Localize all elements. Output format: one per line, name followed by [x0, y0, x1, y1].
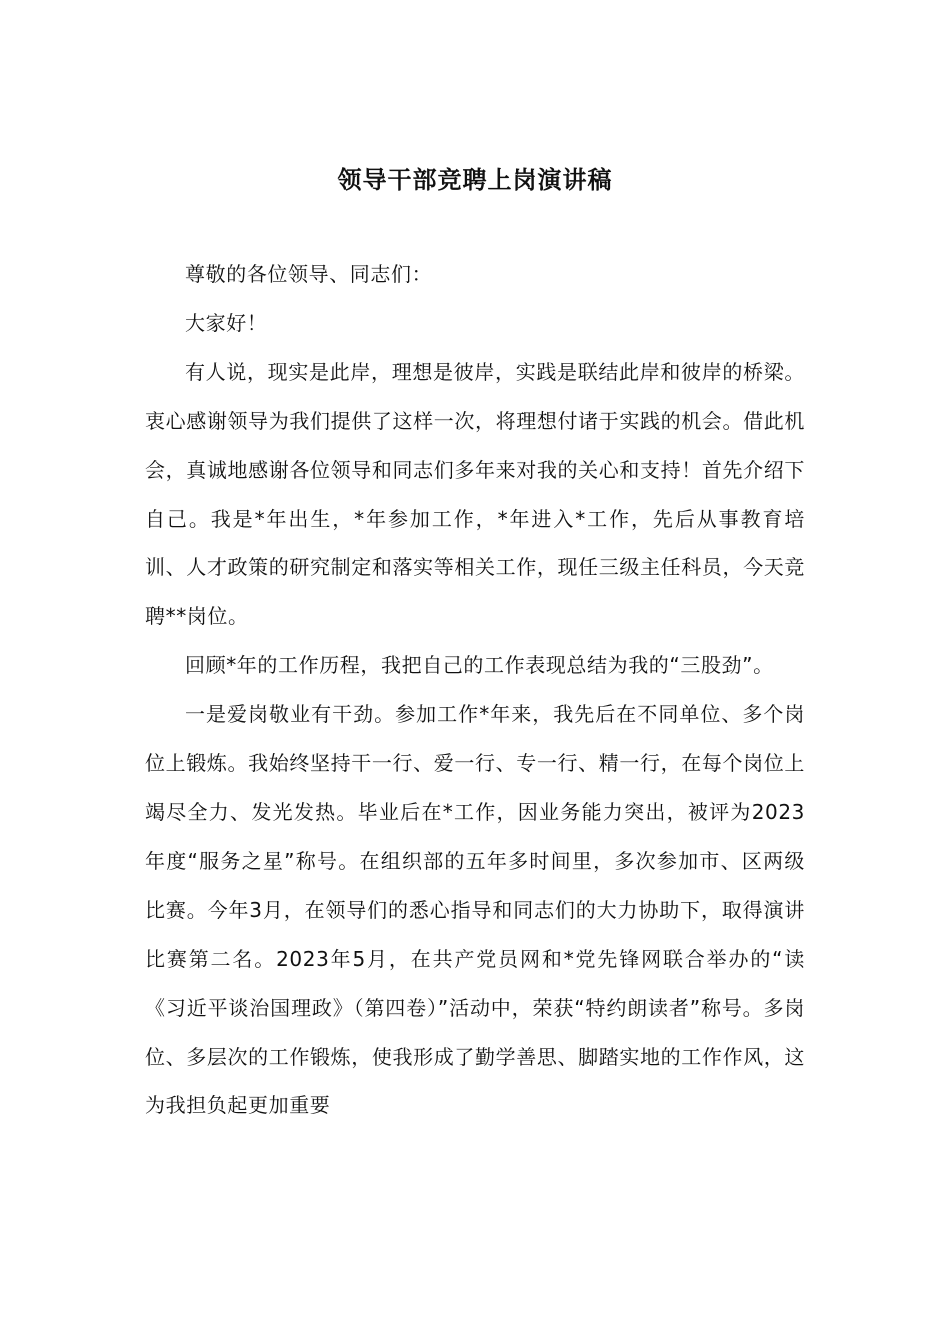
- introduction-paragraph: 有人说，现实是此岸，理想是彼岸，实践是联结此岸和彼岸的桥梁。衷心感谢领导为我们提供了这样一次，将理想付诸于实践的机会。借此机会，真诚地感谢各位领导和同志们多年来对我的关心和支持！首先介绍下自己。我是*年出生，*年参加工作，*年进入*工作，先后从事教育培训、人才政策的研究制定和落实等相关工作，现任三级主任科员，今天竞聘**岗位。: [145, 359, 805, 629]
- summary-paragraph: 回顾*年的工作历程，我把自己的工作表现总结为我的“三股劲”。: [185, 653, 774, 678]
- document-body: [145, 250, 805, 1130]
- greeting-paragraph: 大家好！: [185, 310, 268, 335]
- salutation-paragraph: 尊敬的各位领导、同志们：: [185, 262, 433, 286]
- document-title: 领导干部竞聘上岗演讲稿: [337, 165, 613, 194]
- first-point-paragraph: 一是爱岗敬业有干劲。参加工作*年来，我先后在不同单位、多个岗位上锻炼。我始终坚持干一行、爱一行、专一行、精一行，在每个岗位上竭尽全力、发光发热。毕业后在*工作，因业务能力突出，被评为2023年度“服务之星”称号。在组织部的五年多时间里，多次参加市、区两级比赛。今年3月，在领导们的悉心指导和同志们的大力协助下，取得演讲比赛第二名。2023年5月，在共产党员网和*党先锋网联合举办的“读《习近平谈治国理政》（第四卷）”活动中，荣获“特约朗读者”称号。多岗位、多层次的工作锻炼，使我形成了勤学善思、脚踏实地的工作作风，这为我担负起更加重要: [145, 702, 805, 1118]
